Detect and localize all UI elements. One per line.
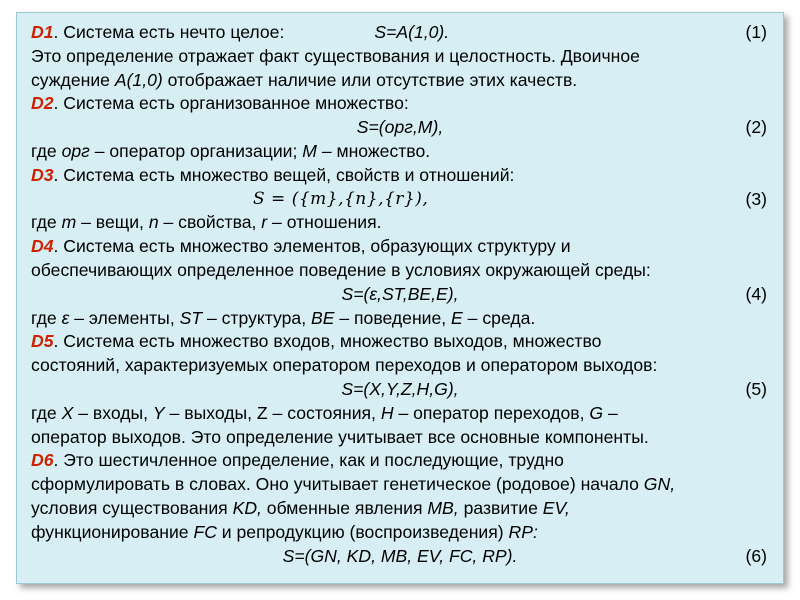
d5-where-f: – [603, 402, 618, 423]
d6-line-3 [31, 497, 769, 521]
d5-text: . Система есть множество входов, множество выходов, множество [53, 331, 602, 352]
d4-where-env: E [451, 307, 463, 328]
d6-line3-kd: KD, [232, 497, 262, 518]
d3-formula-line [31, 188, 769, 212]
d3-where-n: n [148, 212, 159, 233]
d6-line2-a: сформулировать в словах. Оно учитывает генетическое (родовое) начало [31, 474, 644, 495]
d5-where-h: H [380, 402, 394, 423]
d4-where-e: ε [61, 307, 70, 328]
d3-label: D3 [31, 164, 54, 185]
d6-line3-b: обменные явления [261, 497, 428, 518]
d6-line4-fc: FC [193, 521, 217, 542]
d6-line2-gn: GN, [643, 474, 676, 495]
d5-formula-line [31, 378, 769, 402]
d5-where-z: Z [256, 402, 268, 423]
d1-number: (1) [745, 22, 767, 42]
d1-line3-text-a: суждение [31, 69, 115, 90]
d6-formula-line [31, 545, 769, 569]
d2-line [31, 92, 769, 116]
d1-formula: S=A(1,0). [374, 22, 450, 42]
d3-line [31, 164, 769, 188]
d5-where-d: – состояния, [267, 402, 381, 423]
d3-where-m: m [61, 212, 77, 233]
d5-where-e: – оператор переходов, [393, 402, 590, 423]
d2-where-b: – оператор организации; [89, 140, 303, 161]
d5-line [31, 330, 769, 354]
d6-line [31, 449, 769, 473]
d6-label: D6 [31, 450, 54, 471]
d1-line3-formula: A(1,0) [114, 69, 163, 90]
d4-where-be: BE [310, 307, 335, 328]
d2-label: D2 [31, 93, 54, 114]
d5-where-a: где [31, 402, 62, 423]
d2-formula: S=(орг,M), [356, 117, 444, 138]
d1-line-3 [31, 69, 769, 93]
d6-line4-a: функционирование [31, 521, 194, 542]
d6-line-4 [31, 521, 769, 545]
d6-text: . Это шестичленное определение, как и последующие, трудно [53, 450, 564, 471]
d5-formula: S=(X,Y,Z,H,G), [341, 378, 459, 399]
d6-line4-b: и репродукцию (воспроизведения) [216, 521, 509, 542]
d1-line-2: Это определение отражает факт существования и целостность. Двоичное [31, 45, 640, 66]
d2-where-line [31, 140, 769, 164]
d3-number: (3) [745, 188, 767, 209]
d4-where-c: – структура, [202, 307, 311, 328]
d2-where-c: – множество. [316, 140, 431, 161]
d6-line-2 [31, 473, 769, 497]
d5-where-y: Y [152, 402, 165, 423]
d2-number: (2) [745, 117, 767, 138]
d2-text: . Система есть организованное множество: [53, 93, 409, 114]
d3-where-d: – отношения. [267, 212, 382, 233]
d4-formula: S=(ε,ST,BE,E), [341, 283, 459, 304]
d3-where-b: – вещи, [76, 212, 149, 233]
d2-where-m: M [302, 140, 317, 161]
d5-line-last: оператор выходов. Это определение учитывает все основные компоненты. [31, 426, 649, 447]
d1-line [31, 21, 769, 45]
d5-label: D5 [31, 331, 54, 352]
d4-where-e2: – среда. [462, 307, 536, 328]
d6-line3-c: развитие [458, 497, 543, 518]
d2-where-org: орг [61, 140, 90, 161]
d5-where-b: – входы, [73, 402, 153, 423]
d6-number: (6) [745, 545, 767, 566]
d4-where-b: – элементы, [69, 307, 180, 328]
d5-where-x: X [61, 402, 74, 423]
d5-line-2: состояний, характеризуемых оператором переходов и оператором выходов: [31, 355, 658, 376]
d2-where-a: где [31, 140, 62, 161]
d4-where-line [31, 307, 769, 331]
d4-line [31, 235, 769, 259]
d2-formula-line [31, 116, 769, 140]
d3-where-c: – свойства, [158, 212, 262, 233]
d3-where-a: где [31, 212, 62, 233]
d5-where-g: G [589, 402, 604, 423]
d5-number: (5) [745, 378, 767, 399]
slide [16, 12, 784, 584]
d4-number: (4) [745, 283, 767, 304]
d4-where-a: где [31, 307, 62, 328]
d6-formula: S=(GN, KD, MB, EV, FC, RP). [282, 545, 518, 566]
d3-formula: S = ({m},{n},{r}), [253, 188, 429, 209]
d1-label: D1 [31, 22, 54, 42]
d3-text: . Система есть множество вещей, свойств и отношений: [53, 164, 515, 185]
d6-line4-rp: RP: [508, 521, 538, 542]
d1-text: . Система есть нечто целое: [53, 22, 285, 42]
d5-where-c: – выходы, [164, 402, 257, 423]
d1-line3-text-b: отображает наличие или отсутствие этих качеств. [162, 69, 578, 90]
d6-line3-mb: MB, [427, 497, 459, 518]
d4-where-d: – поведение, [334, 307, 452, 328]
d3-where-r: r [261, 212, 268, 233]
d6-line3-ev: EV, [542, 497, 570, 518]
d3-where-line [31, 211, 769, 235]
d6-line3-a: условия существования [31, 497, 233, 518]
d5-where-line [31, 402, 769, 426]
d4-text: . Система есть множество элементов, образующих структуру и [53, 236, 571, 257]
d4-where-st: ST [179, 307, 203, 328]
d4-line-2: обеспечивающих определенное поведение в условиях окружающей среды: [31, 259, 651, 280]
d4-label: D4 [31, 236, 54, 257]
d4-formula-line [31, 283, 769, 307]
